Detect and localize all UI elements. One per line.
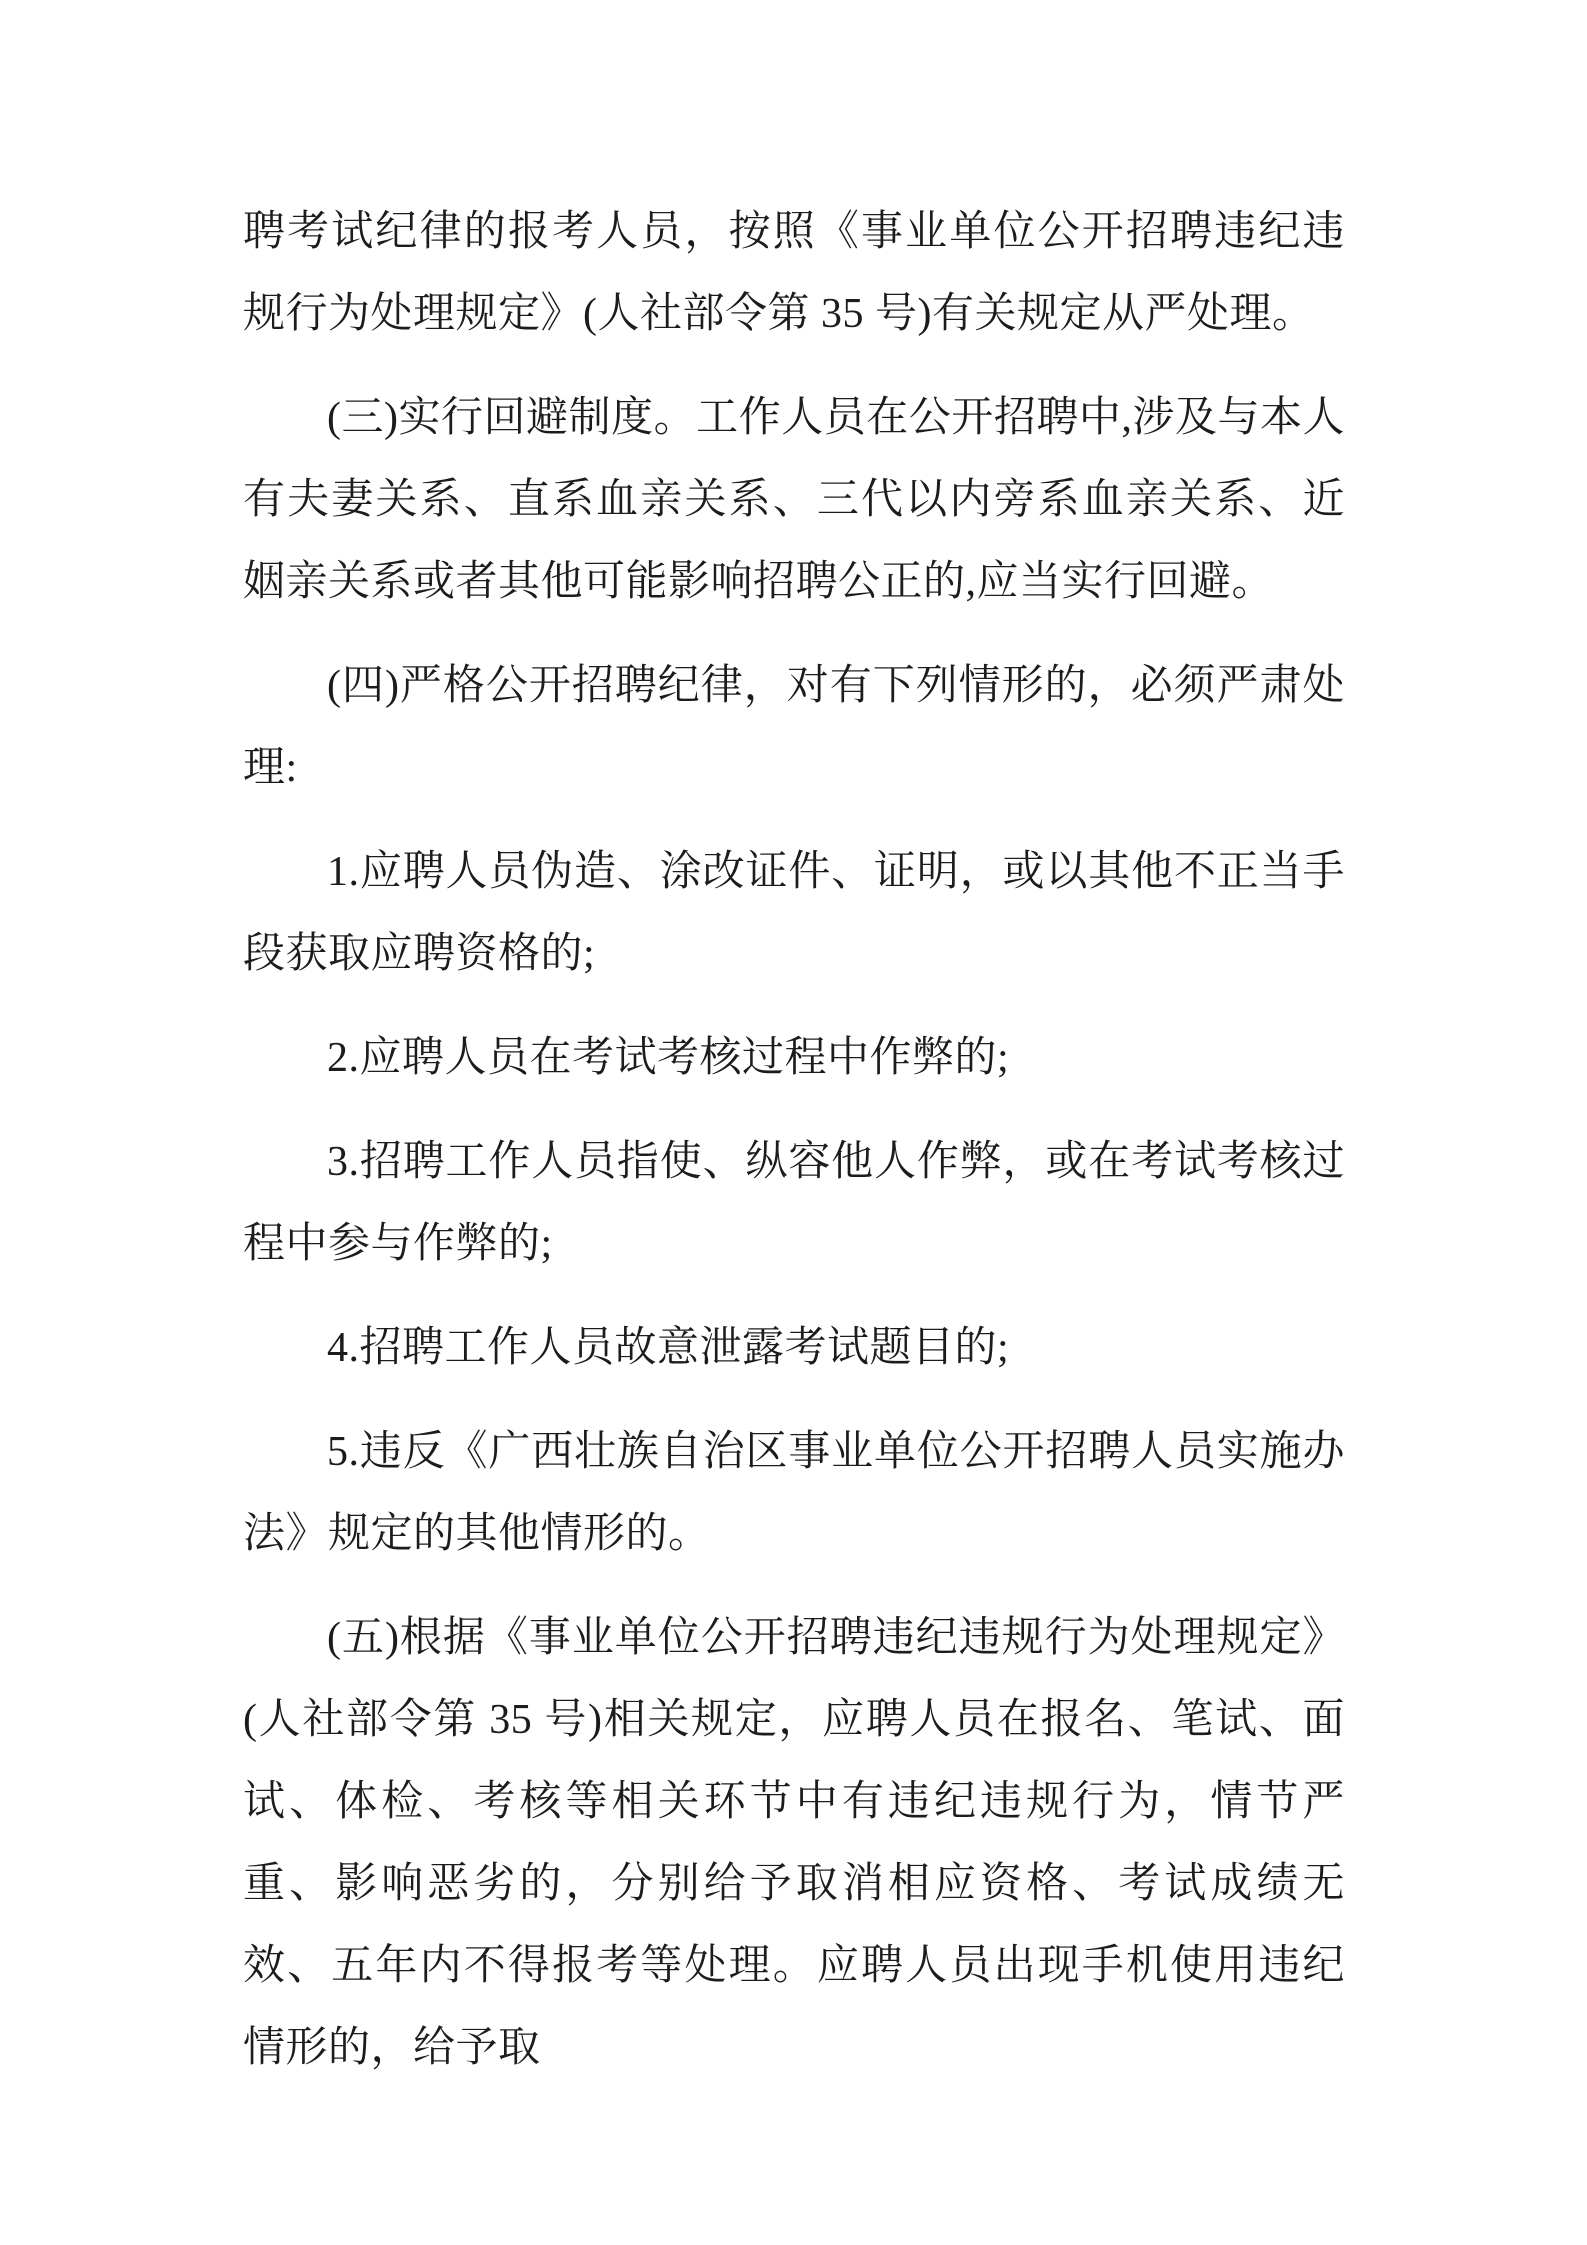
paragraph: 4.招聘工作人员故意泄露考试题目的; [327,1325,1010,1371]
paragraph: (三)实行回避制度。工作人员在公开招聘中,涉及与本人有夫妻关系、直系血亲关系、三代以内旁系血亲关系、近姻亲关系或者其他可能影响招聘公正的,应当实行回避。 [243,395,1345,605]
document-body [243,191,1345,2111]
paragraph: 聘考试纪律的报考人员，按照《事业单位公开招聘违纪违规行为处理规定》(人社部令第 35 号)有关规定从严处理。 [243,209,1345,337]
paragraph: (四)严格公开招聘纪律，对有下列情形的，必须严肃处理: [243,663,1345,791]
paragraph: 1.应聘人员伪造、涂改证件、证明，或以其他不正当手段获取应聘资格的; [243,849,1345,977]
paragraph: 2.应聘人员在考试考核过程中作弊的; [327,1035,1010,1081]
paragraph: (五)根据《事业单位公开招聘违纪违规行为处理规定》(人社部令第 35 号)相关规定，应聘人员在报名、笔试、面试、体检、考核等相关环节中有违纪违规行为，情节严重、影响恶劣的，分别给予取消相应资格、考试成绩无效、五年内不得报考等处理。应聘人员出现手机使用违纪情形的，给予取 [243,1615,1345,2071]
paragraph: 3.招聘工作人员指使、纵容他人作弊，或在考试考核过程中参与作弊的; [243,1139,1345,1267]
paragraph: 5.违反《广西壮族自治区事业单位公开招聘人员实施办法》规定的其他情形的。 [243,1429,1345,1557]
